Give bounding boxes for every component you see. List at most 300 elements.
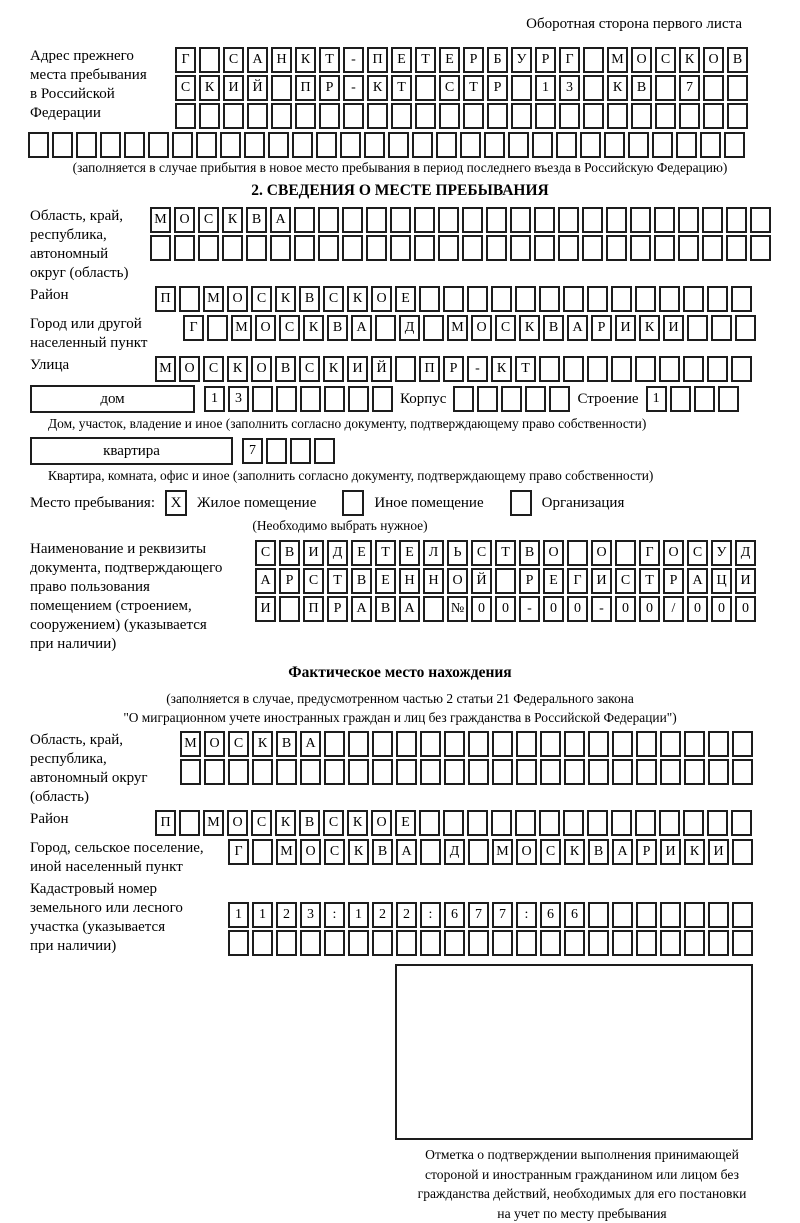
char-box xyxy=(687,315,708,341)
actual-region-field xyxy=(30,731,770,807)
char-box xyxy=(198,235,219,261)
prev-address-row-2 xyxy=(175,75,751,101)
char-box: М xyxy=(155,356,176,382)
char-box: К xyxy=(564,839,585,865)
char-box: С xyxy=(324,839,345,865)
char-box: / xyxy=(663,596,684,622)
char-box xyxy=(462,235,483,261)
char-box xyxy=(271,103,292,129)
char-box xyxy=(271,75,292,101)
char-box xyxy=(204,759,225,785)
text-line: сооружением) (указывается xyxy=(30,616,255,635)
char-box xyxy=(438,207,459,233)
char-box xyxy=(652,132,673,158)
char-box: 7 xyxy=(468,902,489,928)
char-box xyxy=(727,103,748,129)
char-box xyxy=(534,235,555,261)
char-box xyxy=(228,930,249,956)
actual-location-note xyxy=(30,689,770,727)
char-box xyxy=(678,235,699,261)
char-box: Т xyxy=(639,568,660,594)
char-box xyxy=(612,902,633,928)
char-box xyxy=(276,930,297,956)
char-box xyxy=(750,235,771,261)
char-box xyxy=(588,759,609,785)
char-box xyxy=(390,207,411,233)
char-box xyxy=(443,810,464,836)
option-label-organizatsiya: Организация xyxy=(542,495,625,512)
char-box xyxy=(196,132,217,158)
char-box xyxy=(342,235,363,261)
char-box: В xyxy=(588,839,609,865)
char-box xyxy=(731,356,752,382)
char-box xyxy=(654,235,675,261)
prev-address-row-1 xyxy=(175,47,751,73)
char-box xyxy=(535,103,556,129)
char-box xyxy=(395,356,416,382)
char-box xyxy=(611,356,632,382)
char-box: А xyxy=(396,839,417,865)
char-box xyxy=(659,810,680,836)
char-box: Й xyxy=(247,75,268,101)
char-box: - xyxy=(591,596,612,622)
char-box: 7 xyxy=(679,75,700,101)
char-box xyxy=(549,386,570,412)
char-box xyxy=(684,930,705,956)
char-box xyxy=(420,731,441,757)
char-box: А xyxy=(255,568,276,594)
char-box xyxy=(660,759,681,785)
actual-region-label xyxy=(30,731,180,807)
char-box: 0 xyxy=(735,596,756,622)
char-box xyxy=(415,75,436,101)
char-box: И xyxy=(708,839,729,865)
text-line: Адрес прежнего xyxy=(30,47,175,66)
char-box: С xyxy=(255,540,276,566)
char-box xyxy=(396,759,417,785)
text-line: при наличии) xyxy=(30,937,228,956)
char-box: 0 xyxy=(615,596,636,622)
char-box: У xyxy=(711,540,732,566)
cadastral-row-2 xyxy=(228,930,756,956)
char-box: Т xyxy=(415,47,436,73)
char-box xyxy=(539,356,560,382)
char-box xyxy=(174,235,195,261)
char-box xyxy=(583,103,604,129)
text-line: Область, край, xyxy=(30,731,180,750)
document-row-2 xyxy=(255,568,759,594)
char-box: Р xyxy=(591,315,612,341)
text-line: населенный пункт xyxy=(30,334,183,353)
char-box xyxy=(491,286,512,312)
char-box: С xyxy=(251,286,272,312)
char-box: И xyxy=(223,75,244,101)
char-box xyxy=(247,103,268,129)
char-box: М xyxy=(447,315,468,341)
char-box xyxy=(477,386,498,412)
char-box xyxy=(364,132,385,158)
char-box: К xyxy=(607,75,628,101)
char-box: К xyxy=(491,356,512,382)
char-box xyxy=(396,930,417,956)
char-box: К xyxy=(275,286,296,312)
char-box xyxy=(515,286,536,312)
char-box xyxy=(703,103,724,129)
char-box xyxy=(220,132,241,158)
char-box xyxy=(340,132,361,158)
char-box xyxy=(423,315,444,341)
char-box: В xyxy=(299,810,320,836)
char-box: М xyxy=(180,731,201,757)
char-box: К xyxy=(519,315,540,341)
text-line: документа, подтверждающего xyxy=(30,559,255,578)
char-box: К xyxy=(684,839,705,865)
char-box xyxy=(343,103,364,129)
char-box xyxy=(588,902,609,928)
text-line: в Российской xyxy=(30,85,175,104)
char-box: О xyxy=(663,540,684,566)
char-box xyxy=(727,75,748,101)
char-box xyxy=(611,286,632,312)
option-label-zhiloe: Жилое помещение xyxy=(197,495,316,512)
char-box: П xyxy=(303,596,324,622)
char-box: О xyxy=(174,207,195,233)
section2-title: 2. СВЕДЕНИЯ О МЕСТЕ ПРЕБЫВАНИЯ xyxy=(30,182,770,200)
char-box xyxy=(659,356,680,382)
char-box: 0 xyxy=(567,596,588,622)
char-box xyxy=(419,810,440,836)
char-box: В xyxy=(631,75,652,101)
region-label xyxy=(30,207,150,283)
char-box: И xyxy=(615,315,636,341)
char-box: 0 xyxy=(639,596,660,622)
region-field xyxy=(30,207,770,283)
city-field xyxy=(30,315,770,353)
char-box xyxy=(462,207,483,233)
char-box: И xyxy=(735,568,756,594)
char-box xyxy=(414,207,435,233)
char-box: А xyxy=(351,596,372,622)
text-line: земельного или лесного xyxy=(30,899,228,918)
char-box: Е xyxy=(395,810,416,836)
char-box: К xyxy=(639,315,660,341)
char-box: : xyxy=(420,902,441,928)
char-box xyxy=(539,810,560,836)
place-type-note: (Необходимо выбрать нужное) xyxy=(180,518,500,534)
char-box: В xyxy=(299,286,320,312)
char-box xyxy=(453,386,474,412)
char-box xyxy=(683,356,704,382)
char-box xyxy=(444,759,465,785)
char-box xyxy=(391,103,412,129)
page-side-note: Оборотная сторона первого листа xyxy=(30,16,770,33)
char-box: М xyxy=(203,286,224,312)
char-box: Е xyxy=(375,568,396,594)
char-box: С xyxy=(203,356,224,382)
char-box: 3 xyxy=(228,386,249,412)
char-box xyxy=(559,103,580,129)
char-box xyxy=(396,731,417,757)
text-line: республика, xyxy=(30,226,150,245)
text-line: (заполняется в случае, предусмотренном частью 2 статьи 21 Федерального закона xyxy=(30,689,770,708)
char-box xyxy=(228,759,249,785)
cadastral-row-1 xyxy=(228,902,756,928)
char-box: К xyxy=(303,315,324,341)
char-box xyxy=(660,731,681,757)
char-box xyxy=(372,930,393,956)
char-box: Р xyxy=(636,839,657,865)
char-box xyxy=(525,386,546,412)
char-box: 7 xyxy=(242,438,263,464)
char-box: 1 xyxy=(204,386,225,412)
char-box xyxy=(268,132,289,158)
char-box xyxy=(492,731,513,757)
char-box xyxy=(540,930,561,956)
char-box: 1 xyxy=(646,386,667,412)
char-box xyxy=(683,810,704,836)
char-box: В xyxy=(372,839,393,865)
char-box: С xyxy=(228,731,249,757)
char-box: С xyxy=(540,839,561,865)
char-box xyxy=(324,731,345,757)
actual-district-row xyxy=(155,810,755,836)
char-box: К xyxy=(295,47,316,73)
char-box: Р xyxy=(327,596,348,622)
char-box xyxy=(516,930,537,956)
char-box xyxy=(604,132,625,158)
korpus-label: Корпус xyxy=(400,385,446,413)
text-line: Федерации xyxy=(30,104,175,123)
char-box xyxy=(564,759,585,785)
district-row xyxy=(155,286,755,312)
city-label xyxy=(30,315,183,353)
char-box xyxy=(708,759,729,785)
char-box: П xyxy=(155,286,176,312)
text-line: Наименование и реквизиты xyxy=(30,540,255,559)
char-box xyxy=(636,731,657,757)
char-box: 0 xyxy=(687,596,708,622)
char-box: А xyxy=(687,568,708,594)
char-box xyxy=(735,315,756,341)
char-box xyxy=(539,286,560,312)
text-line: стороной и иностранным гражданином или лицом без xyxy=(372,1165,792,1185)
char-box: М xyxy=(276,839,297,865)
char-box: 3 xyxy=(559,75,580,101)
char-box xyxy=(468,731,489,757)
char-box xyxy=(444,930,465,956)
char-box: К xyxy=(347,810,368,836)
char-box: № xyxy=(447,596,468,622)
char-box xyxy=(732,839,753,865)
char-box xyxy=(246,235,267,261)
char-box: 2 xyxy=(276,902,297,928)
char-box xyxy=(684,902,705,928)
char-box xyxy=(676,132,697,158)
checkbox-inoe xyxy=(342,490,364,516)
char-box xyxy=(180,759,201,785)
char-box: С xyxy=(198,207,219,233)
char-box xyxy=(415,103,436,129)
char-box xyxy=(612,759,633,785)
char-box xyxy=(660,930,681,956)
char-box xyxy=(670,386,691,412)
prev-address-note: (заполняется в случае прибытия в новое место пребывания в период последнего въезда в Российскую Федерацию) xyxy=(30,160,770,176)
char-box xyxy=(492,930,513,956)
char-box xyxy=(732,930,753,956)
char-box: К xyxy=(348,839,369,865)
char-box xyxy=(199,47,220,73)
char-box xyxy=(372,759,393,785)
char-box xyxy=(199,103,220,129)
char-box: 0 xyxy=(495,596,516,622)
char-box xyxy=(707,356,728,382)
char-box: : xyxy=(324,902,345,928)
char-box xyxy=(207,315,228,341)
char-box: Р xyxy=(535,47,556,73)
char-box: О xyxy=(703,47,724,73)
char-box: П xyxy=(155,810,176,836)
text-line: иной населенный пункт xyxy=(30,858,228,877)
text-line: на учет по месту пребывания xyxy=(372,1204,792,1223)
char-box xyxy=(631,103,652,129)
char-box: О xyxy=(204,731,225,757)
text-line: автономный xyxy=(30,245,150,264)
char-box: К xyxy=(252,731,273,757)
street-field xyxy=(30,356,770,382)
char-box: Г xyxy=(228,839,249,865)
char-box: О xyxy=(227,810,248,836)
char-box xyxy=(636,759,657,785)
char-box xyxy=(636,930,657,956)
char-box xyxy=(324,759,345,785)
char-box: Т xyxy=(495,540,516,566)
char-box xyxy=(558,207,579,233)
street-row xyxy=(155,356,755,382)
char-box: О xyxy=(543,540,564,566)
option-label-inoe: Иное помещение xyxy=(374,495,483,512)
stroenie-row xyxy=(646,386,742,412)
actual-region-row-1 xyxy=(180,731,756,757)
char-box xyxy=(588,930,609,956)
char-box: 2 xyxy=(372,902,393,928)
char-box xyxy=(366,207,387,233)
char-box: Р xyxy=(319,75,340,101)
char-box: 1 xyxy=(348,902,369,928)
char-box xyxy=(655,103,676,129)
char-box xyxy=(390,235,411,261)
char-box: П xyxy=(367,47,388,73)
char-box xyxy=(295,103,316,129)
char-box xyxy=(630,235,651,261)
char-box: 3 xyxy=(300,902,321,928)
char-box: А xyxy=(351,315,372,341)
char-box xyxy=(252,930,273,956)
char-box xyxy=(587,810,608,836)
char-box: П xyxy=(419,356,440,382)
char-box: У xyxy=(511,47,532,73)
stroenie-label: Строение xyxy=(577,385,638,413)
char-box xyxy=(276,759,297,785)
char-box: Т xyxy=(375,540,396,566)
char-box: М xyxy=(231,315,252,341)
char-box xyxy=(486,207,507,233)
actual-city-label xyxy=(30,839,228,877)
char-box: И xyxy=(255,596,276,622)
char-box xyxy=(606,235,627,261)
cadastral-field xyxy=(30,880,770,956)
char-box: О xyxy=(179,356,200,382)
char-box: Т xyxy=(391,75,412,101)
char-box xyxy=(266,438,287,464)
char-box xyxy=(314,438,335,464)
char-box xyxy=(366,235,387,261)
char-box xyxy=(583,75,604,101)
char-box: К xyxy=(222,207,243,233)
char-box xyxy=(501,386,522,412)
char-box xyxy=(300,386,321,412)
char-box xyxy=(532,132,553,158)
char-box xyxy=(654,207,675,233)
stamp-note xyxy=(372,1145,792,1223)
char-box xyxy=(708,731,729,757)
char-box: С xyxy=(687,540,708,566)
char-box: Д xyxy=(444,839,465,865)
char-box xyxy=(443,286,464,312)
char-box xyxy=(556,132,577,158)
place-type-field xyxy=(30,490,770,516)
text-line: Область, край, xyxy=(30,207,150,226)
char-box: В xyxy=(279,540,300,566)
char-box xyxy=(348,731,369,757)
char-box: 6 xyxy=(564,902,585,928)
char-box xyxy=(294,235,315,261)
char-box xyxy=(587,356,608,382)
char-box: : xyxy=(516,902,537,928)
char-box: А xyxy=(399,596,420,622)
char-box: 6 xyxy=(540,902,561,928)
char-box: - xyxy=(467,356,488,382)
char-box xyxy=(580,132,601,158)
char-box: 0 xyxy=(711,596,732,622)
char-box: О xyxy=(471,315,492,341)
char-box xyxy=(244,132,265,158)
char-box xyxy=(492,759,513,785)
char-box xyxy=(611,810,632,836)
text-line: республика, xyxy=(30,750,180,769)
char-box xyxy=(563,286,584,312)
char-box: С xyxy=(279,315,300,341)
char-box: Е xyxy=(399,540,420,566)
char-box xyxy=(252,839,273,865)
char-box xyxy=(491,810,512,836)
char-box: Е xyxy=(395,286,416,312)
actual-district-field xyxy=(30,810,770,836)
document-row-1 xyxy=(255,540,759,566)
text-line: при наличии) xyxy=(30,635,255,654)
char-box xyxy=(252,386,273,412)
char-box: М xyxy=(492,839,513,865)
char-box xyxy=(76,132,97,158)
char-box xyxy=(702,235,723,261)
char-box xyxy=(516,759,537,785)
char-box xyxy=(511,103,532,129)
char-box: В xyxy=(519,540,540,566)
char-box xyxy=(412,132,433,158)
char-box xyxy=(148,132,169,158)
char-box xyxy=(588,731,609,757)
text-line: автономный округ xyxy=(30,769,180,788)
confirmation-stamp-box xyxy=(395,964,753,1140)
